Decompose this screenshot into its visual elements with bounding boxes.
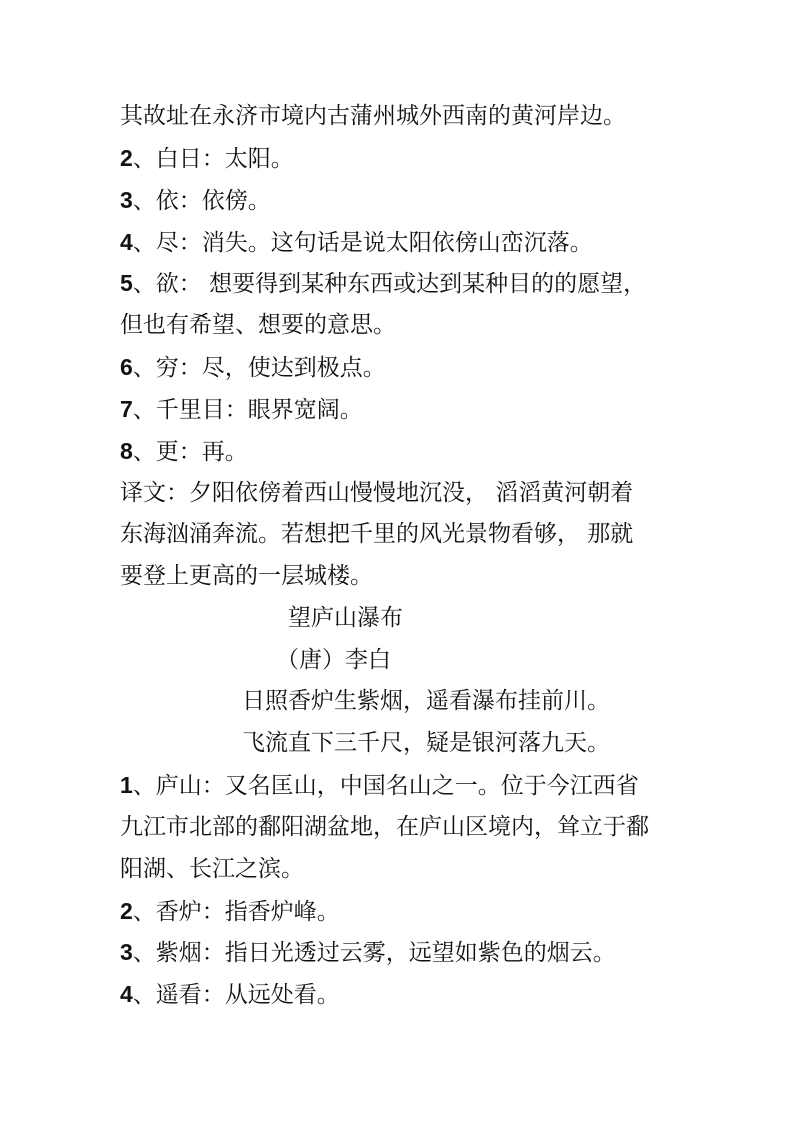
poem-line-1 <box>242 686 610 716</box>
note-number: 5 <box>120 270 133 296</box>
note-jin <box>120 227 593 258</box>
note-number: 2 <box>120 145 133 171</box>
note-number: 4 <box>120 981 133 1007</box>
text-line-location <box>120 101 626 131</box>
line-text: 九江市北部的鄱阳湖盆地，在庐山区境内，耸立于鄱 <box>120 814 649 840</box>
note-number: 7 <box>120 396 133 422</box>
line-text: 其故址在永济市境内古蒲州城外西南的黄河岸边。 <box>120 103 626 129</box>
note-xianglu <box>120 896 340 927</box>
translation-line-1 <box>120 478 633 508</box>
translation-line-3 <box>120 561 373 591</box>
poem-author <box>276 645 391 675</box>
line-text: 译文：夕阳依傍着西山慢慢地沉没， 滔滔黄河朝着 <box>120 480 634 506</box>
note-yi <box>120 185 271 216</box>
note-text: 、千里目：眼界宽阔。 <box>132 397 363 423</box>
line-text: （唐）李白 <box>276 647 391 673</box>
note-number: 6 <box>120 354 133 380</box>
note-qianlimu <box>120 394 363 425</box>
note-text: 、尽：消失。这句话是说太阳依傍山峦沉落。 <box>132 230 593 256</box>
line-text: 日照香炉生紫烟，遥看瀑布挂前川。 <box>242 688 610 714</box>
note-number: 8 <box>120 438 133 464</box>
note-geng <box>120 436 248 467</box>
note-text: 、更：再。 <box>132 439 248 465</box>
note-yu-continued <box>120 310 396 340</box>
note-yu <box>120 268 646 299</box>
note-number: 1 <box>120 772 133 798</box>
line-text: 阳湖、长江之滨。 <box>120 856 304 882</box>
note-ziyan <box>120 937 616 968</box>
note-lushan-continued-2 <box>120 854 304 884</box>
poem-title <box>288 603 403 633</box>
note-text: 、香炉：指香炉峰。 <box>132 899 340 925</box>
note-text: 、遥看：从远处看。 <box>132 982 340 1008</box>
note-lushan-continued-1 <box>120 812 649 842</box>
note-text: 、白日：太阳。 <box>132 146 294 172</box>
note-number: 3 <box>120 939 133 965</box>
poem-line-2 <box>242 728 610 758</box>
note-lushan <box>120 770 639 801</box>
note-number: 2 <box>120 898 133 924</box>
note-number: 4 <box>120 229 133 255</box>
note-qiong <box>120 352 386 383</box>
line-text: 望庐山瀑布 <box>288 605 403 631</box>
note-text: 、依：依傍。 <box>132 188 271 214</box>
note-yaokan <box>120 979 340 1010</box>
note-text: 、庐山：又名匡山，中国名山之一。位于今江西省 <box>132 773 639 799</box>
translation-line-2 <box>120 519 633 549</box>
note-text: 、欲： 想要得到某种东西或达到某种目的的愿望， <box>132 271 647 297</box>
note-text: 、穷：尽，使达到极点。 <box>132 355 386 381</box>
line-text: 东海汹涌奔流。若想把千里的风光景物看够， 那就 <box>120 521 634 547</box>
line-text: 要登上更高的一层城楼。 <box>120 563 373 589</box>
note-baiiri <box>120 143 294 174</box>
line-text: 飞流直下三千尺，疑是银河落九天。 <box>242 730 610 756</box>
note-number: 3 <box>120 187 133 213</box>
line-text: 但也有希望、想要的意思。 <box>120 312 396 338</box>
note-text: 、紫烟：指日光透过云雾，远望如紫色的烟云。 <box>132 940 616 966</box>
